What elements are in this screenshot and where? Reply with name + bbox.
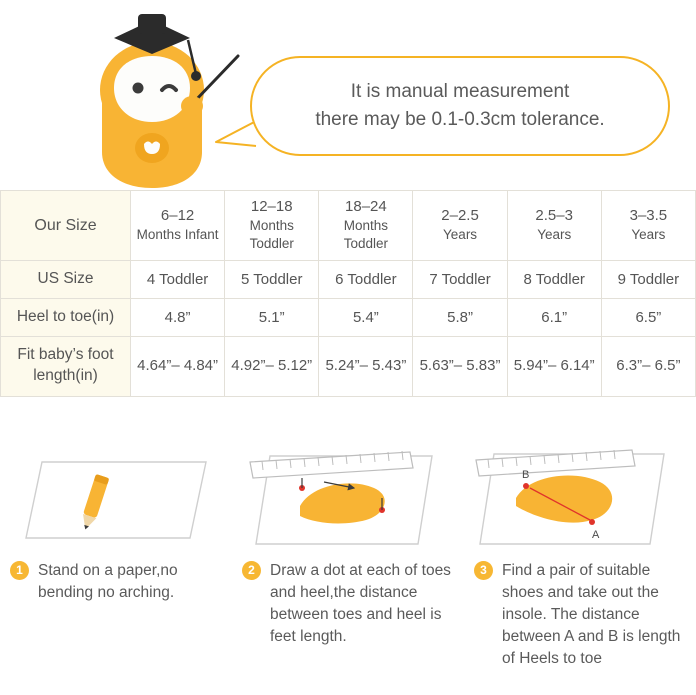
cell-sub: Months Toddler [249, 218, 294, 252]
table-cell: 4.8” [131, 298, 225, 336]
table-cell: 6.3”– 6.5” [601, 336, 695, 396]
step-2-illustration [232, 440, 464, 560]
table-cell: 6.5” [601, 298, 695, 336]
speech-bubble-text [289, 78, 630, 133]
row-label-our-size: Our Size [1, 191, 131, 261]
step-3-illustration [464, 440, 696, 560]
step-1-illustration [0, 440, 232, 560]
cell-sub: Years [631, 227, 666, 243]
cell-main: 2.5–3 [535, 207, 573, 225]
speech-bubble [250, 56, 670, 156]
mascot-illustration [62, 2, 242, 190]
table-cell: 5.94”– 6.14” [507, 336, 601, 396]
step-1 [0, 440, 232, 695]
table-cell: 6 Toddler [319, 260, 413, 298]
size-table [0, 190, 696, 397]
step-2-number: 2 [242, 561, 261, 580]
cell-sub: Years [537, 227, 572, 243]
step-1-number: 1 [10, 561, 29, 580]
table-cell: 9 Toddler [601, 260, 695, 298]
speech-bubble-line-1: It is manual measurement [350, 81, 570, 103]
hero-section [0, 0, 696, 190]
table-cell [601, 191, 695, 261]
table-row [1, 298, 696, 336]
table-cell: 4.64”– 4.84” [131, 336, 225, 396]
cell-sub: Months Infant [136, 227, 219, 243]
step-1-text: Stand on a paper,no bending no arching. [38, 562, 178, 601]
row-label-us-size: US Size [1, 260, 131, 298]
step-3-caption [464, 560, 696, 670]
table-cell [225, 191, 319, 261]
step-2-caption [232, 560, 464, 648]
cell-sub: Years [443, 227, 478, 243]
step-3-number: 3 [474, 561, 493, 580]
table-row [1, 260, 696, 298]
measure-steps-section [0, 440, 696, 695]
table-cell: 5.63”– 5.83” [413, 336, 507, 396]
size-table-container [0, 190, 696, 397]
label-b: B [522, 469, 530, 481]
step-1-caption [0, 560, 232, 604]
step-3 [464, 440, 696, 695]
row-label-fit-foot-length: Fit baby’s foot length(in) [1, 336, 131, 396]
table-cell: 5.1” [225, 298, 319, 336]
cell-main: 18–24 [345, 198, 387, 215]
table-row [1, 336, 696, 396]
table-cell [319, 191, 413, 261]
cell-main: 12–18 [250, 198, 293, 215]
cell-main: 6–12 [160, 207, 195, 225]
table-cell: 4 Toddler [131, 260, 225, 298]
table-cell: 5 Toddler [225, 260, 319, 298]
table-cell: 5.8” [413, 298, 507, 336]
row-label-heel-to-toe: Heel to toe(in) [1, 298, 131, 336]
speech-bubble-line-2: there may be 0.1-0.3cm tolerance. [315, 109, 605, 130]
cell-main: 3–3.5 [629, 207, 668, 225]
table-cell [413, 191, 507, 261]
cell-main: 2–2.5 [441, 207, 479, 225]
step-2-text: Draw a dot at each of toes and heel,the distance between toes and heel is feet length. [270, 562, 451, 645]
step-3-text: Find a pair of suitable shoes and take out the insole. The distance between A and B is length of Heels to toe [502, 562, 681, 667]
table-cell: 4.92”– 5.12” [225, 336, 319, 396]
label-a: A [592, 529, 600, 541]
step-2 [232, 440, 464, 695]
table-cell: 7 Toddler [413, 260, 507, 298]
table-cell: 5.4” [319, 298, 413, 336]
table-cell [131, 191, 225, 261]
table-cell: 5.24”– 5.43” [319, 336, 413, 396]
table-cell [507, 191, 601, 261]
table-cell: 8 Toddler [507, 260, 601, 298]
cell-sub: Months Toddler [343, 218, 389, 252]
table-cell: 6.1” [507, 298, 601, 336]
table-row [1, 191, 696, 261]
